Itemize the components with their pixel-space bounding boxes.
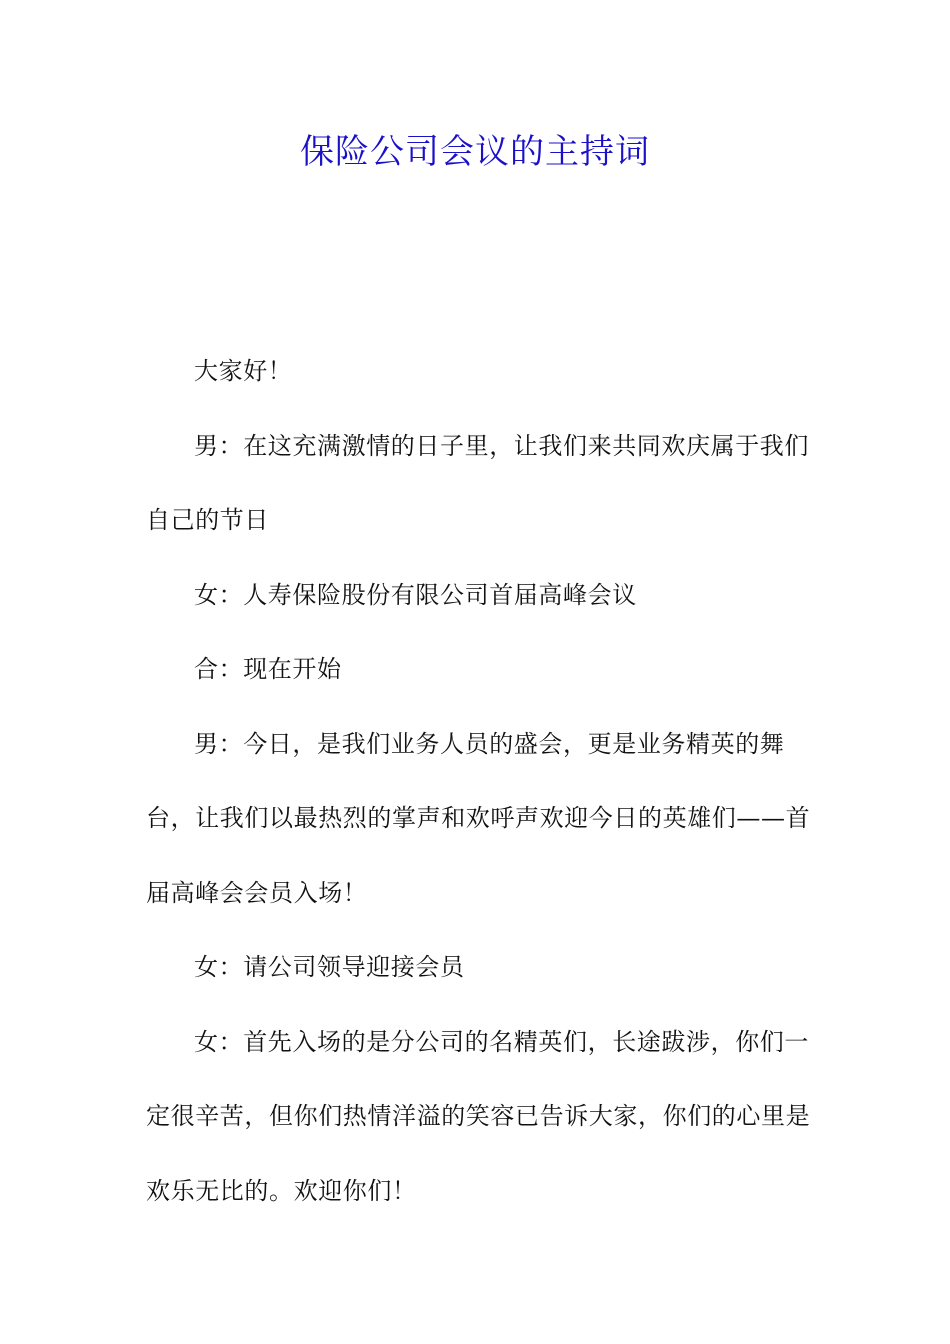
paragraph-female-leaders: 女：请公司领导迎接会员 <box>194 953 465 981</box>
paragraph-male-opening: 男：在这充满激情的日子里，让我们来共同欢庆属于我们自己的节日 <box>146 431 809 534</box>
paragraph-female-entrance: 女：首先入场的是分公司的名精英们，长途跋涉，你们一定很辛苦，但你们热情洋溢的笑容已告诉大家，你们的心里是欢乐无比的。欢迎你们！ <box>146 1027 811 1205</box>
paragraph-together-start: 合：现在开始 <box>194 655 342 683</box>
paragraph-male-welcome: 男：今日，是我们业务人员的盛会，更是业务精英的舞台，让我们以最热烈的掌声和欢呼声欢迎今日的英雄们——首届高峰会会员入场！ <box>146 729 811 907</box>
paragraph-greeting: 大家好！ <box>194 357 293 385</box>
paragraph-female-opening: 女：人寿保险股份有限公司首届高峰会议 <box>194 580 637 609</box>
document-title: 保险公司会议的主持词 <box>300 132 650 172</box>
document-body <box>146 334 814 1228</box>
